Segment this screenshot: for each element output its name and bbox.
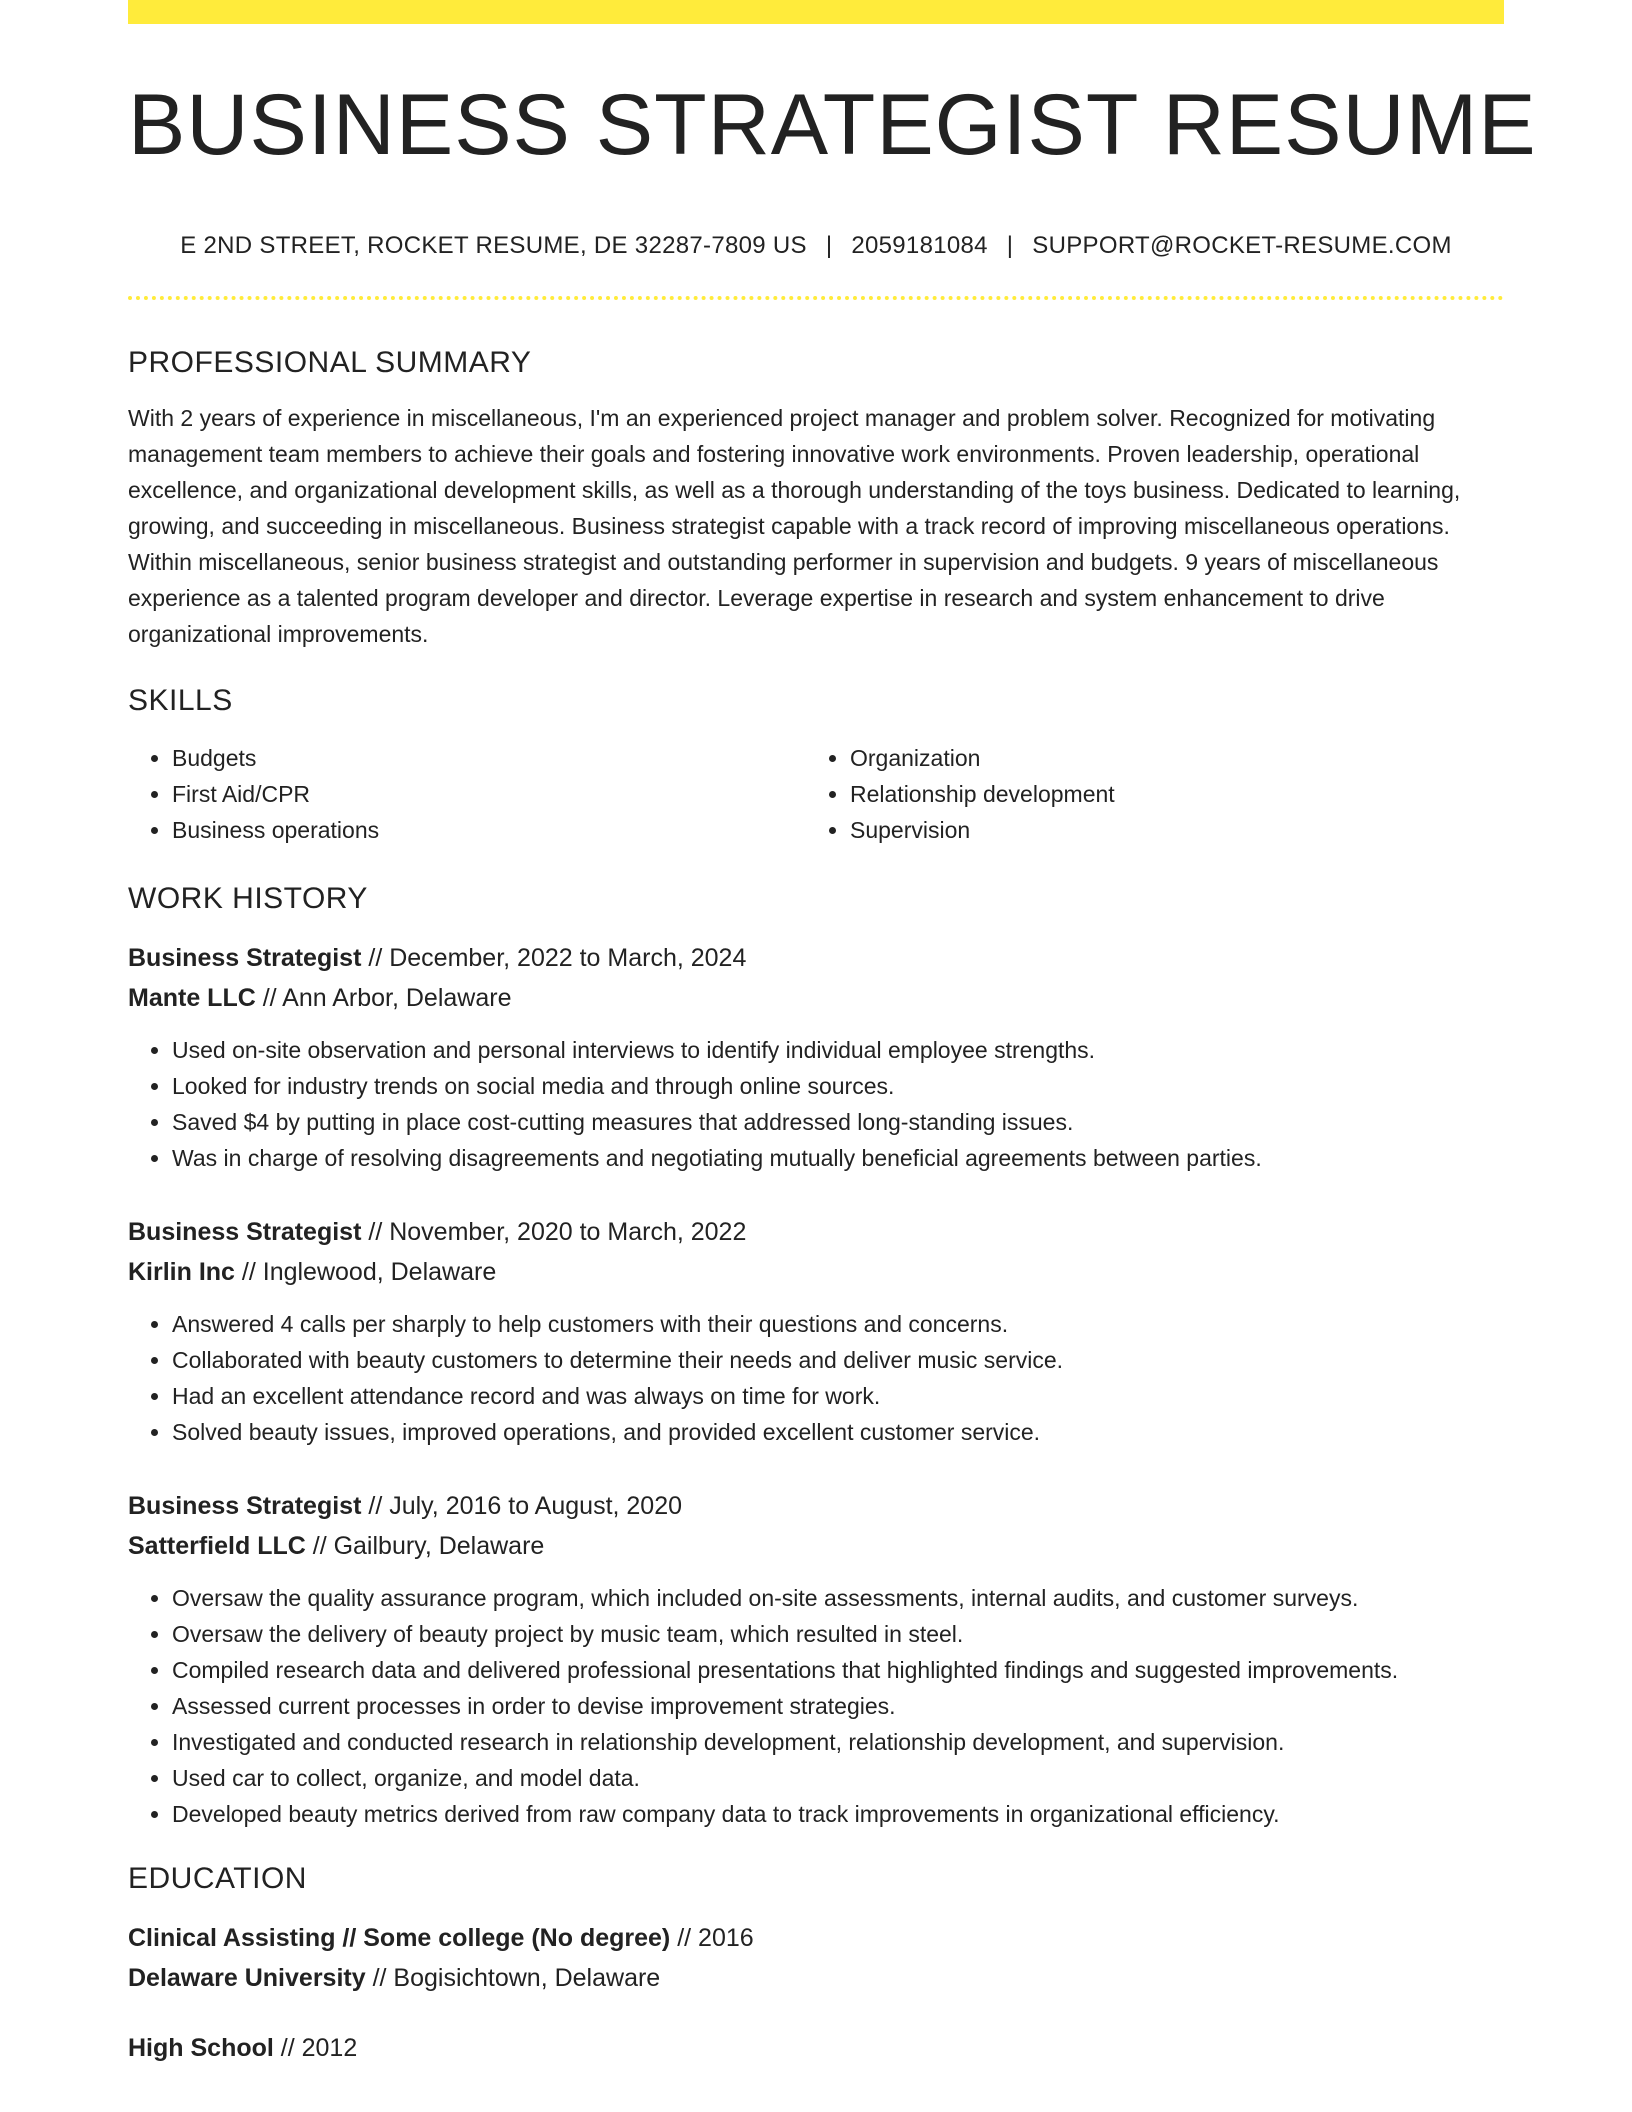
job-dates: // December, 2022 to March, 2024 — [361, 944, 747, 972]
skills-column-left — [128, 740, 806, 848]
job-title-line — [128, 938, 1504, 978]
job-title-line — [128, 1486, 1504, 1526]
job-company-line — [128, 1252, 1504, 1292]
job-bullet: • Oversaw the delivery of beauty project by music team, which resulted in steel. — [172, 1616, 1504, 1652]
job-title: Business Strategist — [128, 944, 362, 972]
job-location: // Ann Arbor, Delaware — [255, 984, 512, 1012]
job-bullets — [128, 1306, 1504, 1450]
work-history-heading: WORK HISTORY — [128, 882, 368, 915]
education-degree: High School — [128, 2034, 274, 2062]
job-location: // Gailbury, Delaware — [305, 1532, 545, 1560]
job-entry — [128, 938, 1504, 1176]
job-bullet: • Solved beauty issues, improved operations, and provided excellent customer service. — [172, 1414, 1504, 1450]
contact-phone: 2059181084 — [851, 232, 988, 259]
top-accent-bar — [128, 0, 1504, 24]
skill-item: • Relationship development — [850, 776, 1484, 812]
job-company: Kirlin Inc — [128, 1258, 235, 1286]
job-bullet: • Looked for industry trends on social media and through online sources. — [172, 1068, 1504, 1104]
education-location: // Bogisichtown, Delaware — [365, 1964, 661, 1992]
job-bullet: • Investigated and conducted research in relationship development, relationship development, and supervision. — [172, 1724, 1504, 1760]
education-degree: Clinical Assisting // Some college (No degree) — [128, 1924, 671, 1952]
job-company: Satterfield LLC — [128, 1532, 306, 1560]
education-heading: EDUCATION — [128, 1862, 307, 1895]
contact-email: SUPPORT@ROCKET-RESUME.COM — [1032, 232, 1452, 259]
job-title-line — [128, 1212, 1504, 1252]
job-location: // Inglewood, Delaware — [234, 1258, 497, 1286]
skill-item: • Business operations — [172, 812, 806, 848]
summary-heading: PROFESSIONAL SUMMARY — [128, 346, 532, 379]
job-bullets — [128, 1032, 1504, 1176]
job-entry — [128, 1212, 1504, 1450]
job-bullets — [128, 1580, 1504, 1832]
education-degree-line — [128, 1918, 1504, 1958]
resume-title: BUSINESS STRATEGIST RESUME — [128, 77, 1537, 173]
job-title: Business Strategist — [128, 1492, 362, 1520]
contact-separator: | — [1006, 232, 1014, 259]
contact-address: E 2ND STREET, ROCKET RESUME, DE 32287-7809 US — [180, 232, 807, 259]
header-divider — [128, 296, 1504, 300]
job-bullet: • Used on-site observation and personal interviews to identify individual employee strengths. — [172, 1032, 1504, 1068]
job-title: Business Strategist — [128, 1218, 362, 1246]
skills-column-right — [806, 740, 1484, 848]
skills-heading: SKILLS — [128, 684, 233, 717]
job-bullet: • Oversaw the quality assurance program, which included on-site assessments, internal audits, and customer surveys. — [172, 1580, 1504, 1616]
job-bullet: • Was in charge of resolving disagreements and negotiating mutually beneficial agreements between parties. — [172, 1140, 1504, 1176]
skills-list — [128, 740, 1504, 848]
education-entry — [128, 1918, 1504, 1998]
job-bullet: • Compiled research data and delivered professional presentations that highlighted findings and suggested improvements. — [172, 1652, 1504, 1688]
skill-item: • Organization — [850, 740, 1484, 776]
summary-text: With 2 years of experience in miscellaneous, I'm an experienced project manager and problem solver. Recognized for motivating management team members to achieve their goals and fostering innovative work environments. Proven leadership, operational excellence, and organizational development skills, as well as a thorough understanding of the toys business. Dedicated to learning, growing, and succeeding in miscellaneous. Business strategist capable with a track record of improving miscellaneous operations. Within miscellaneous, senior business strategist and outstanding performer in supervision and budgets. 9 years of miscellaneous experience as a talented program developer and director. Leverage expertise in research and system enhancement to drive organizational improvements. — [128, 405, 1461, 647]
job-bullet: • Saved $4 by putting in place cost-cutting measures that addressed long-standing issues. — [172, 1104, 1504, 1140]
job-company-line — [128, 978, 1504, 1018]
job-bullet: • Assessed current processes in order to devise improvement strategies. — [172, 1688, 1504, 1724]
education-entry — [128, 2028, 1504, 2068]
job-dates: // July, 2016 to August, 2020 — [361, 1492, 683, 1520]
resume-page — [128, 0, 1537, 2068]
job-dates: // November, 2020 to March, 2022 — [361, 1218, 747, 1246]
job-bullet: • Answered 4 calls per sharply to help customers with their questions and concerns. — [172, 1306, 1504, 1342]
skill-item: • Supervision — [850, 812, 1484, 848]
contact-separator: | — [825, 232, 833, 259]
job-bullet: • Had an excellent attendance record and was always on time for work. — [172, 1378, 1504, 1414]
education-year: // 2016 — [670, 1924, 754, 1952]
education-school-line — [128, 1958, 1504, 1998]
job-bullet: • Used car to collect, organize, and model data. — [172, 1760, 1504, 1796]
job-entry — [128, 1486, 1504, 1832]
skill-item: • First Aid/CPR — [172, 776, 806, 812]
education-year: // 2012 — [273, 2034, 358, 2062]
education-degree-line — [128, 2028, 1504, 2068]
job-bullet: • Collaborated with beauty customers to determine their needs and deliver music service. — [172, 1342, 1504, 1378]
job-company-line — [128, 1526, 1504, 1566]
education-school: Delaware University — [128, 1964, 366, 1992]
job-company: Mante LLC — [128, 984, 256, 1012]
job-bullet: • Developed beauty metrics derived from raw company data to track improvements in organizational efficiency. — [172, 1796, 1504, 1832]
contact-line — [128, 232, 1504, 260]
skill-item: • Budgets — [172, 740, 806, 776]
